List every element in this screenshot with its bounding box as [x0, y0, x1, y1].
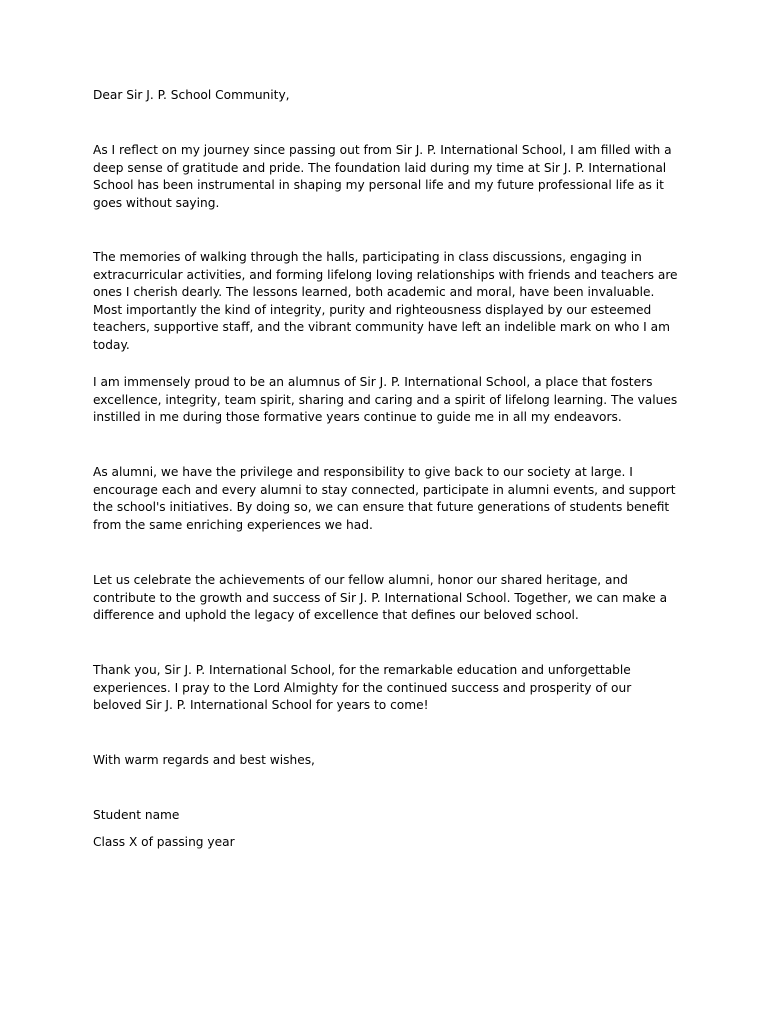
signature-name: Student name [93, 808, 180, 822]
letter-closing: With warm regards and best wishes, [93, 753, 315, 767]
letter-paragraph: Thank you, Sir J. P. International School, for the remarkable education and unforgettable experiences. I pray to the Lord Almighty for the continued success and prosperity of our beloved Sir J. P. International School for years to come! [93, 663, 632, 713]
letter-paragraph: I am immensely proud to be an alumnus of Sir J. P. International School, a place that fosters excellence, integrity, team spirit, sharing and caring and a spirit of lifelong learning. The values instilled in me during those formative years continue to guide me in all my endeavors. [93, 375, 678, 425]
letter-paragraph: As I reflect on my journey since passing out from Sir J. P. International School, I am filled with a deep sense of gratitude and pride. The foundation laid during my time at Sir J. P. International School has been instrumental in shaping my personal life and my future professional life as it goes without saying. [93, 143, 672, 210]
letter-paragraph: As alumni, we have the privilege and responsibility to give back to our society at large. I encourage each and every alumni to stay connected, participate in alumni events, and support the school's initiatives. By doing so, we can ensure that future generations of students benefit from the same enriching experiences we had. [93, 465, 676, 532]
letter-greeting: Dear Sir J. P. School Community, [93, 88, 290, 102]
signature-class: Class X of passing year [93, 835, 235, 849]
letter-paragraph: The memories of walking through the halls, participating in class discussions, engaging in extracurricular activities, and forming lifelong loving relationships with friends and teachers are ones I cherish dearly. The lessons learned, both academic and moral, have been invaluable. Most importantly the kind of integrity, purity and righteousness displayed by our esteemed teachers, supportive staff, and the vibrant community have left an indelible mark on who I am today. [93, 250, 678, 352]
letter-paragraph: Let us celebrate the achievements of our fellow alumni, honor our shared heritage, and contribute to the growth and success of Sir J. P. International School. Together, we can make a difference and uphold the legacy of excellence that defines our beloved school. [93, 573, 668, 623]
